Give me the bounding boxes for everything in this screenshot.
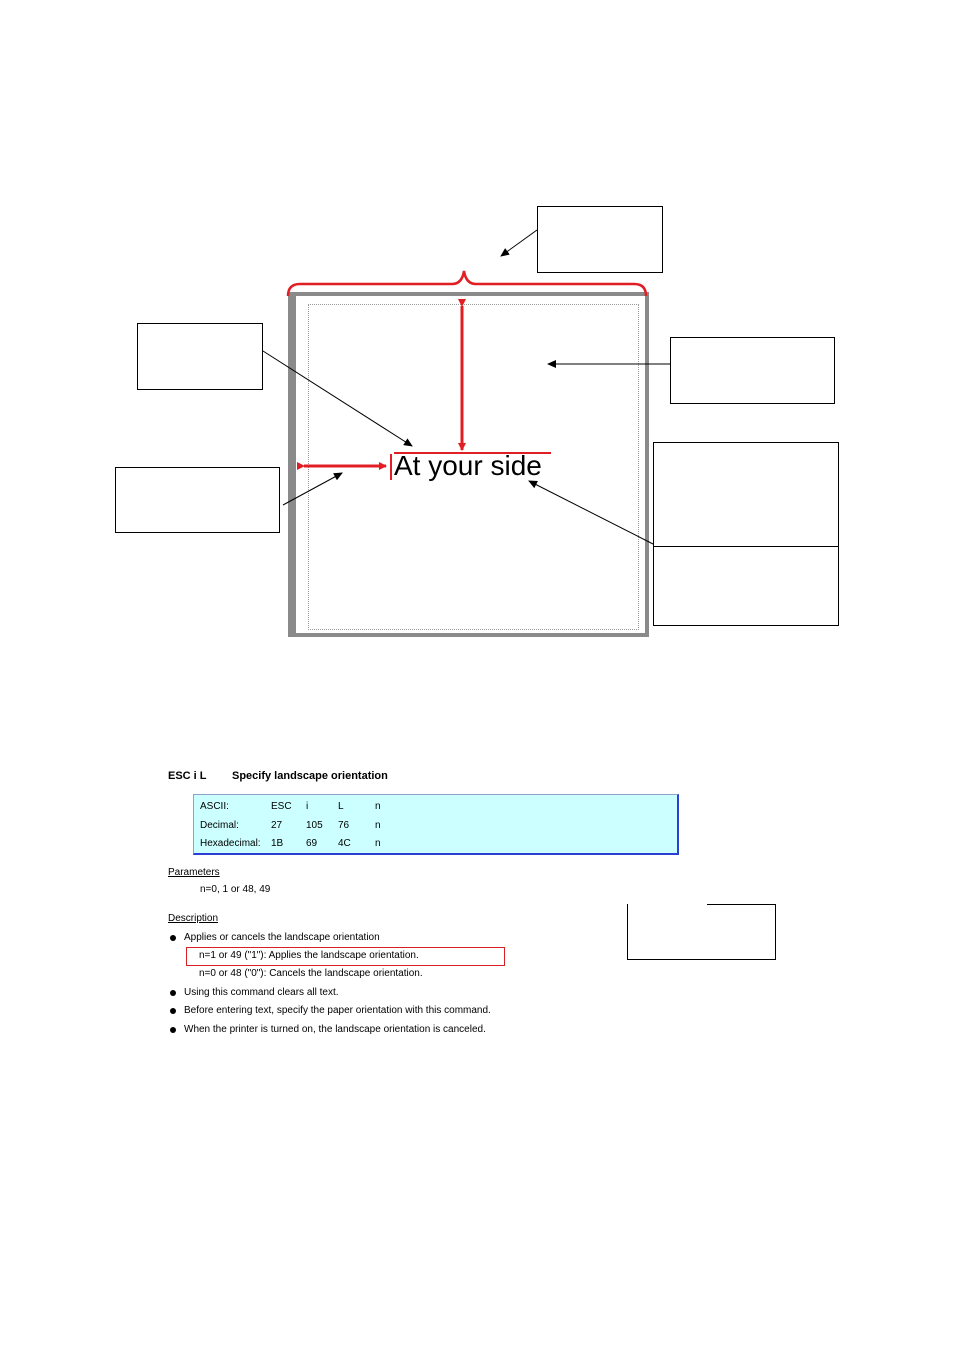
parameters-value: n=0, 1 or 48, 49 — [200, 884, 271, 895]
bullet-icon — [170, 935, 176, 941]
command-description: Specify landscape orientation — [232, 770, 388, 782]
description-bullet-3: Before entering text, specify the paper orientation with this command. — [184, 1005, 491, 1016]
bullet-icon — [170, 990, 176, 996]
bullet-icon — [170, 1027, 176, 1033]
bullet-icon — [170, 1008, 176, 1014]
description-bullet-1: Applies or cancels the landscape orientation — [184, 932, 380, 943]
description-sub-1: n=1 or 49 ("1"): Applies the landscape orientation. — [199, 950, 419, 961]
description-heading: Description — [168, 913, 219, 924]
sample-text: At your side — [394, 450, 542, 481]
parameters-heading: Parameters — [168, 867, 220, 878]
side-callout-box — [627, 904, 776, 960]
description-sub-2: n=0 or 48 ("0"): Cancels the landscape orientation. — [199, 968, 423, 979]
command-code-table: ASCII: ESC i L n Decimal: 27 105 76 n Hexadecimal: 1B 69 4C n — [193, 794, 679, 855]
description-bullet-4: When the printer is turned on, the landscape orientation is canceled. — [184, 1024, 486, 1035]
width-brace — [288, 271, 646, 296]
description-bullet-2: Using this command clears all text. — [184, 987, 339, 997]
command-title — [168, 770, 388, 782]
command-name: ESC i L — [168, 770, 207, 782]
